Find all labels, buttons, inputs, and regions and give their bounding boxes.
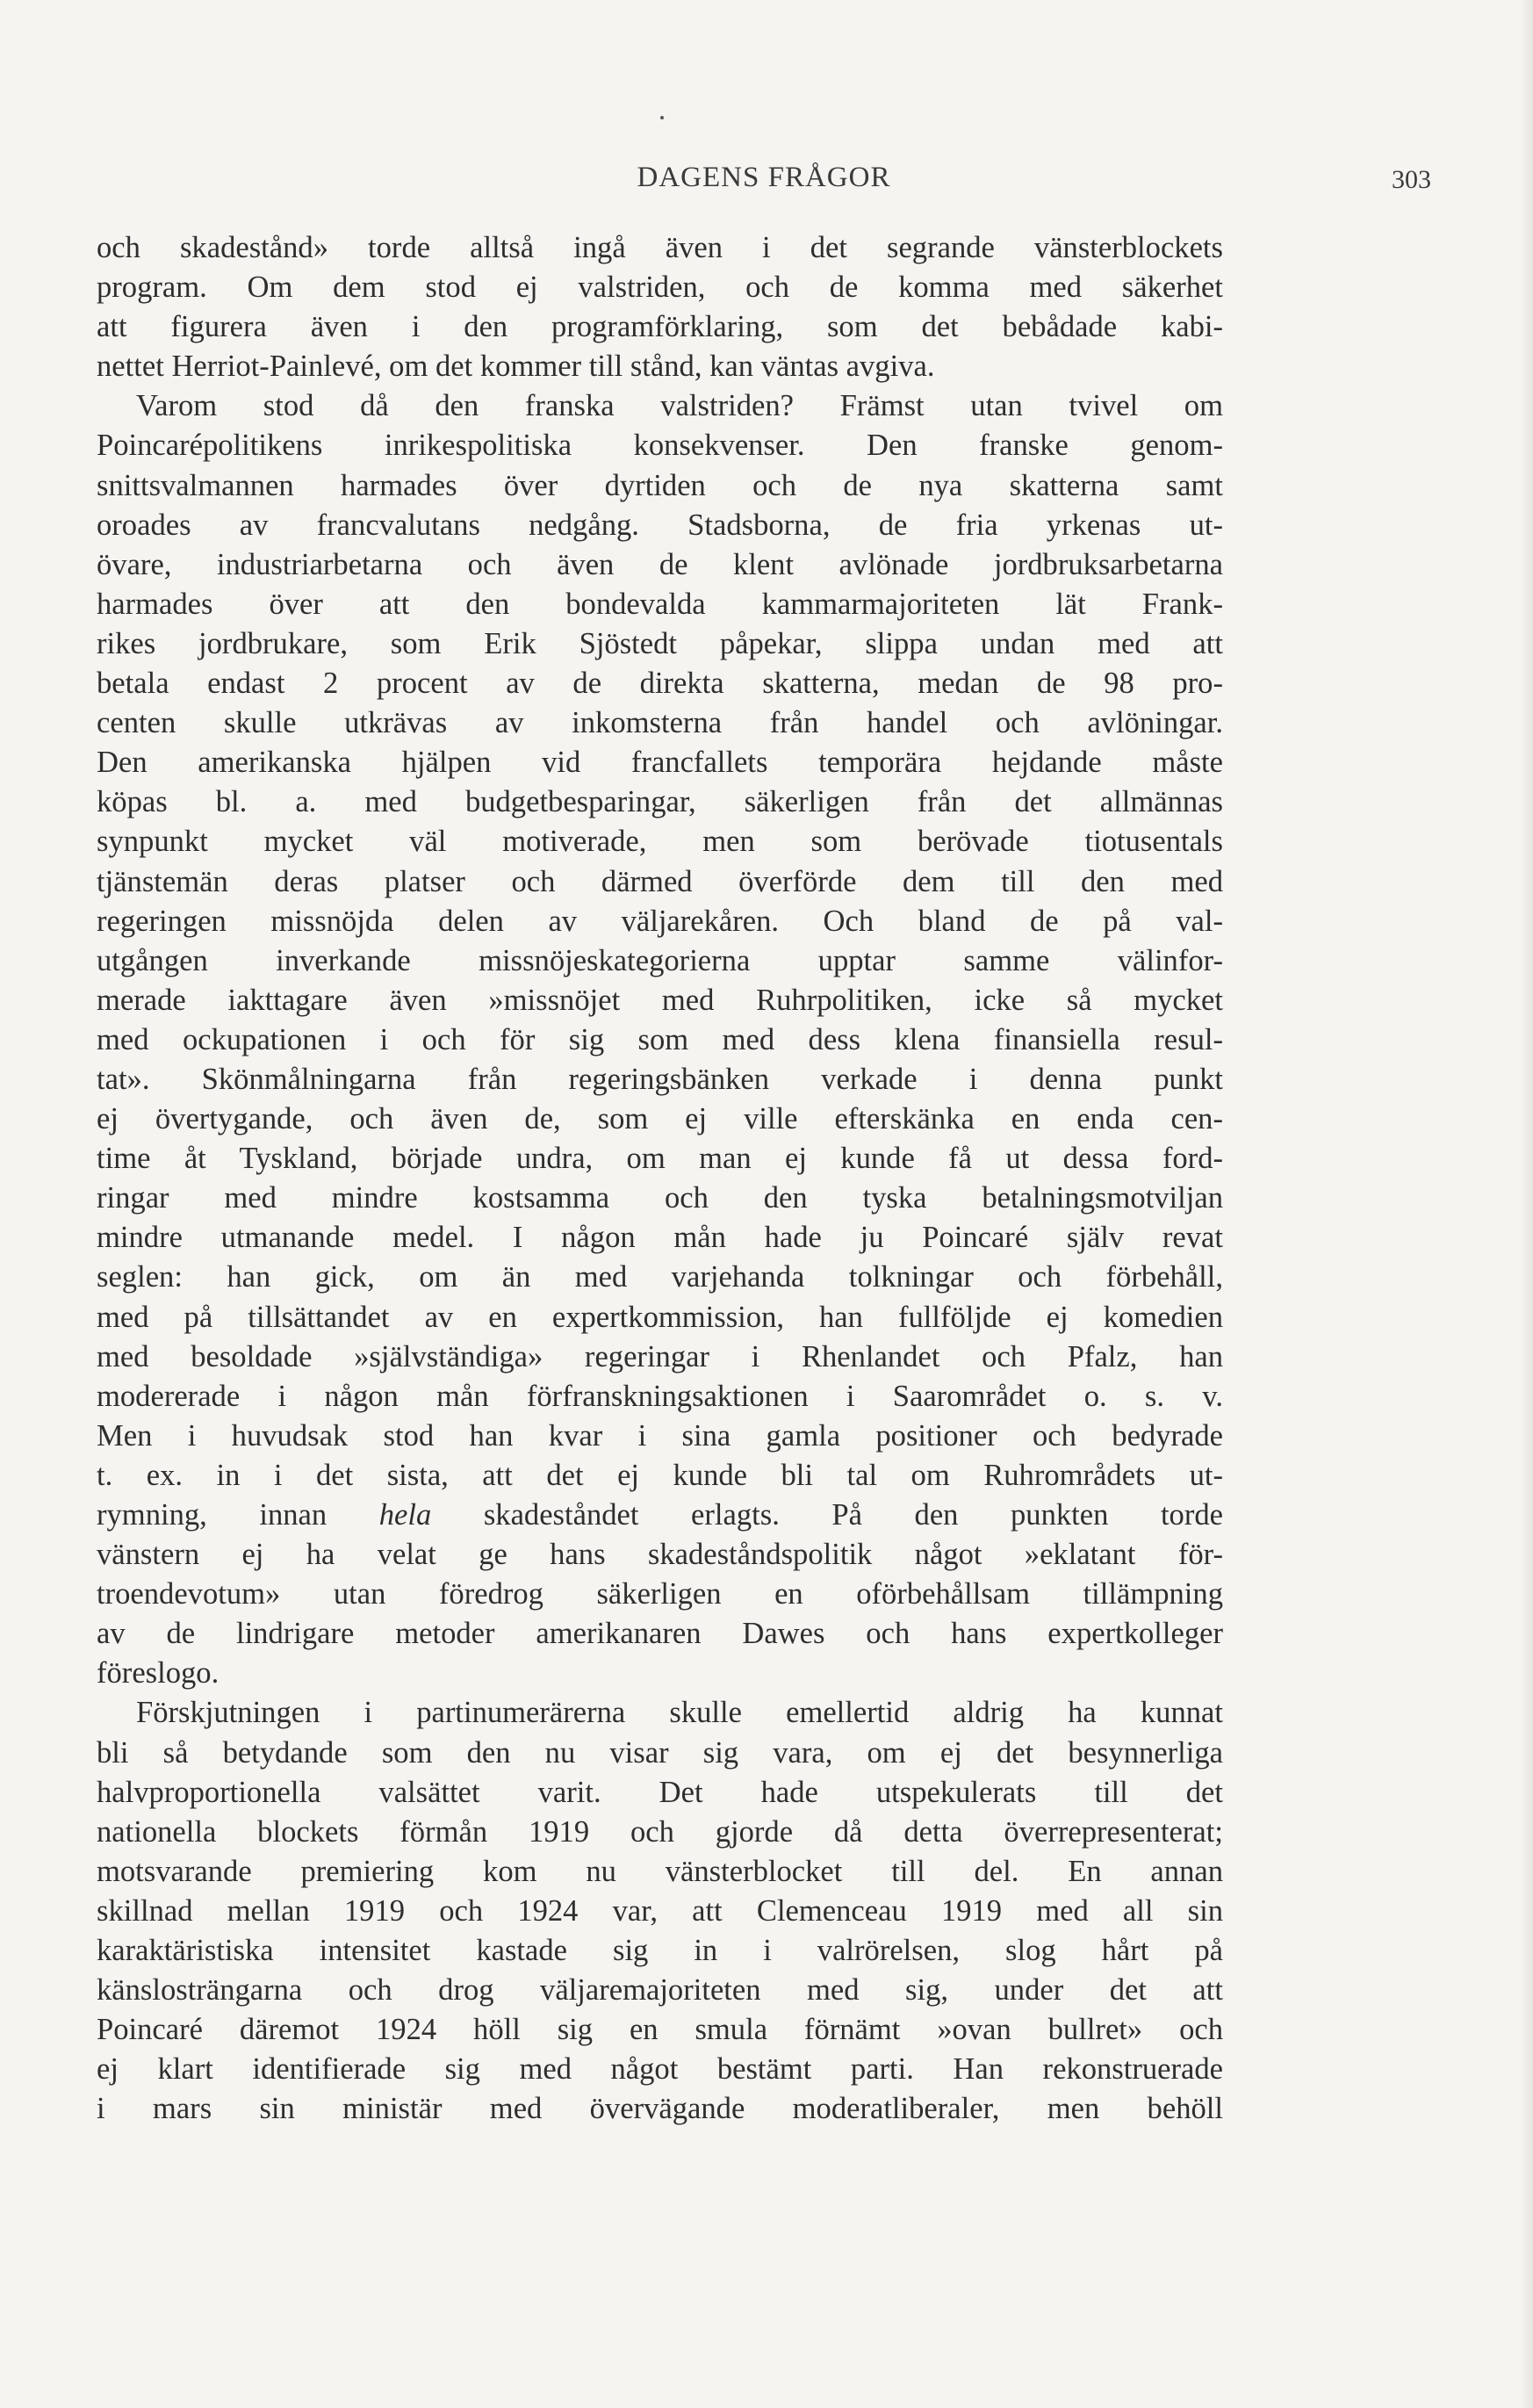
text-line: ej övertygande, och även de, som ej ville efterskänka en enda cen- [97,1102,1223,1136]
ink-speck [660,116,664,119]
text-line: med besoldade »självständiga» regeringar i Rhenlandet och Pfalz, han [97,1339,1223,1373]
text-line: Den amerikanska hjälpen vid francfallets temporära hejdande måste [97,746,1223,780]
text-line: snittsvalmannen harmades över dyrtiden och de nya skatterna samt [97,468,1223,502]
body-text [97,228,1223,2130]
text-line: modererade i någon mån förfranskningsaktionen i Saarområdet o. s. v. [97,1379,1223,1413]
text-line: karaktäristiska intensitet kastade sig in i valrörelsen, slog hårt på [97,1934,1223,1968]
text-line: och skadestånd» torde alltså ingå även i det segrande vänsterblockets [97,231,1223,264]
text-line: regeringen missnöjda delen av väljarekåren. Och bland de på val- [97,904,1223,938]
text-line: att figurera även i den programförklaring, som det bebådade kabi- [97,310,1223,344]
text-line: föreslogo. [97,1656,220,1691]
text-line: utgången inverkande missnöjeskategorierna upptar samme välinfor- [97,943,1223,977]
text-line: med på tillsättandet av en expertkommission, han fullföljde ej komedien [97,1300,1223,1334]
text-line: tjänstemän deras platser och därmed överförde dem till den med [97,864,1223,898]
text-line: skillnad mellan 1919 och 1924 var, att Clemenceau 1919 med all sin [97,1893,1223,1928]
text-line: vänstern ej ha velat ge hans skadeståndspolitik något »eklatant för- [97,1538,1223,1572]
text-line: med ockupationen i och för sig som med dess klena finansiella resul- [97,1022,1223,1056]
text-line: bli så betydande som den nu visar sig vara, om ej det besynnerliga [97,1735,1223,1770]
text-line: Men i huvudsak stod han kvar i sina gamla positioner och bedyrade [97,1418,1223,1453]
text-line: rymning, innan hela skadeståndet erlagts. På den punkten torde [97,1498,1223,1532]
emphasis: hela [378,1498,432,1532]
page-header [97,162,1431,205]
text-line: seglen: han gick, om än med varjehanda tolkningar och förbehåll, [97,1260,1223,1294]
text-line: Poincarépolitikens inrikespolitiska konsekvenser. Den franske genom- [97,429,1223,463]
text-line: merade iakttagare även »missnöjet med Ruhrpolitiken, icke så mycket [97,983,1223,1017]
text-line: centen skulle utkrävas av inkomsterna från handel och avlöningar. [97,706,1223,740]
text-line: av de lindrigare metoder amerikanaren Dawes och hans expertkolleger [97,1617,1223,1651]
text-line: rikes jordbrukare, som Erik Sjöstedt påpekar, slippa undan med att [97,626,1223,660]
text-line: Förskjutningen i partinumerärerna skulle emellertid aldrig ha kunnat [136,1696,1223,1730]
text-line: övare, industriarbetarna och även de klent avlönade jordbruksarbetarna [97,547,1223,581]
text-line: i mars sin ministär med övervägande moderatliberaler, men behöll [97,2092,1223,2126]
text-line: köpas bl. a. med budgetbesparingar, säkerligen från det allmännas [97,785,1223,819]
text-line: motsvarande premiering kom nu vänsterblocket till del. En annan [97,1854,1223,1888]
text-line: oroades av francvalutans nedgång. Stadsborna, de fria yrkenas ut- [97,508,1223,542]
page-edge [1521,0,1533,2408]
text-line: betala endast 2 procent av de direkta skatterna, medan de 98 pro- [97,667,1223,701]
text-line: nettet Herriot-Painlevé, om det kommer till stånd, kan väntas avgiva. [97,350,935,384]
text-line: program. Om dem stod ej valstriden, och de komma med säkerhet [97,270,1223,305]
text-line: t. ex. in i det sista, att det ej kunde bli tal om Ruhrområdets ut- [97,1458,1223,1492]
text-line: time åt Tyskland, började undra, om man ej kunde få ut dessa ford- [97,1142,1223,1176]
text-line: ej klart identifierade sig med något bestämt parti. Han rekonstruerade [97,2052,1223,2087]
text-line: Varom stod då den franska valstriden? Främst utan tvivel om [136,389,1223,423]
text-line: Poincaré däremot 1924 höll sig en smula förnämt »ovan bullret» och [97,2013,1223,2047]
page-number: 303 [1392,165,1431,194]
text-line: halvproportionella valsättet varit. Det hade utspekulerats till det [97,1775,1223,1809]
text-line: harmades över att den bondevalda kammarmajoriteten lät Frank- [97,587,1223,621]
text-line: mindre utmanande medel. I någon mån hade ju Poincaré själv revat [97,1221,1223,1255]
text-line: troendevotum» utan föredrog säkerligen en oförbehållsam tillämpning [97,1577,1223,1611]
text-line: ringar med mindre kostsamma och den tyska betalningsmotviljan [97,1181,1223,1215]
text-line: synpunkt mycket väl motiverade, men som berövade tiotusentals [97,825,1223,859]
text-line: tat». Skönmålningarna från regeringsbänken verkade i denna punkt [97,1062,1223,1096]
running-head: DAGENS FRÅGOR [637,162,891,193]
text-line: nationella blockets förmån 1919 och gjorde då detta överrepresenterat; [97,1814,1223,1849]
text-line: känslosträngarna och drog väljaremajoriteten med sig, under det att [97,1973,1223,2008]
